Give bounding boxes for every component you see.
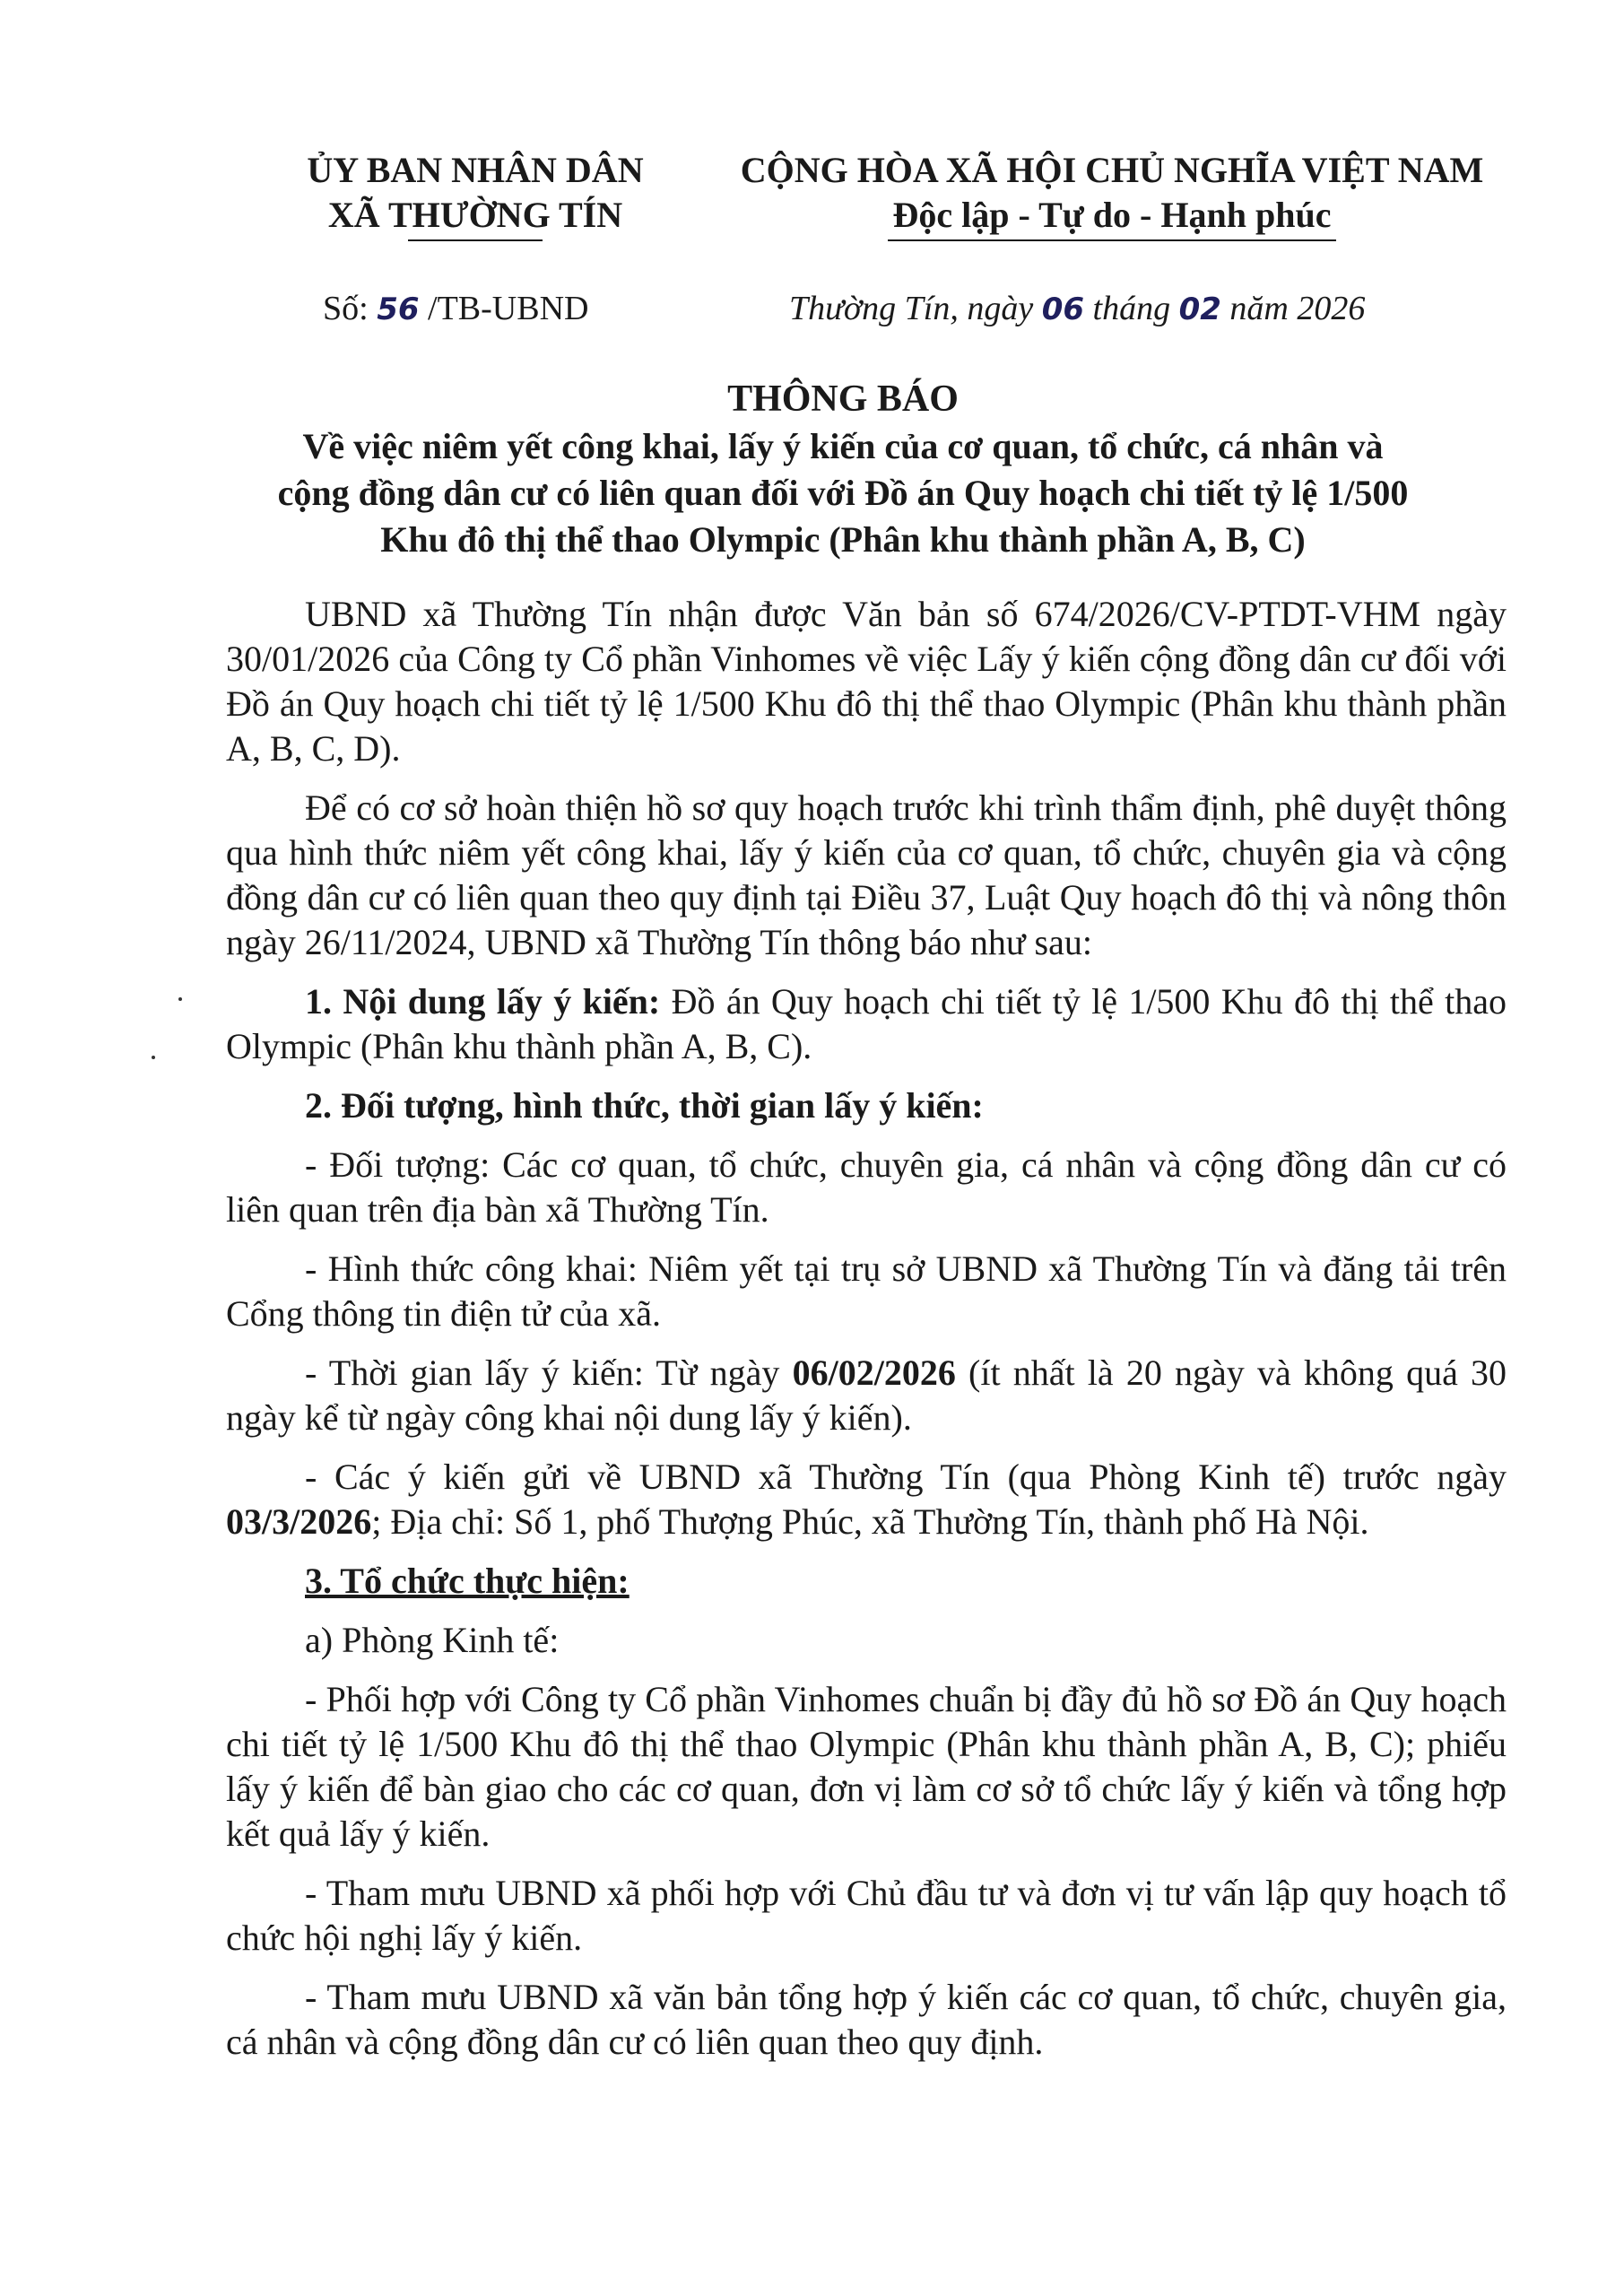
section-2-heading: 2. Đối tượng, hình thức, thời gian lấy ý kiến: — [305, 1085, 984, 1126]
national-motto — [717, 148, 1507, 241]
document-number — [323, 287, 588, 331]
section-3-a-item-3: - Tham mưu UBND xã văn bản tổng hợp ý kiến các cơ quan, tổ chức, chuyên gia, cá nhân và cộng đồng dân cư có liên quan theo quy định. — [226, 1977, 1507, 2062]
time-prefix: - Thời gian lấy ý kiến: Từ ngày — [305, 1352, 793, 1393]
paragraph-intro: UBND xã Thường Tín nhận được Văn bản số 674/2026/CV-PTDT-VHM ngày 30/01/2026 của Công ty Cổ phần Vinhomes về việc Lấy ý kiến cộng đồng dân cư đối với Đồ án Quy hoạch chi tiết tỷ lệ 1/500 Khu đô thị thể thao Olympic (Phân khu thành phần A, B, C, D). — [226, 594, 1507, 769]
section-1 — [226, 979, 1507, 1069]
issuing-authority — [269, 148, 682, 241]
deadline-suffix: ; Địa chỉ: Số 1, phố Thượng Phúc, xã Thường Tín, thành phố Hà Nội. — [371, 1501, 1369, 1542]
motto-underline — [888, 239, 1336, 241]
section-1-label: 1. Nội dung lấy ý kiến: — [305, 981, 661, 1022]
section-3-heading: 3. Tổ chức thực hiện: — [305, 1561, 630, 1601]
deadline-date: 03/3/2026 — [226, 1501, 372, 1542]
title-main: THÔNG BÁO — [727, 378, 959, 420]
date-month: 02 — [1178, 291, 1221, 327]
number-handwritten: 56 — [377, 291, 420, 327]
section-3-a-item-1: - Phối hợp với Công ty Cổ phần Vinhomes chuẩn bị đầy đủ hồ sơ Đồ án Quy hoạch chi tiết tỷ lệ 1/500 Khu đô thị thể thao Olympic (Phân khu thành phần A, B, C); phiếu lấy ý kiến để bàn giao cho các cơ quan, đơn vị làm cơ sở tổ chức lấy ý kiến và tổng hợp kết quả lấy ý kiến. — [226, 1679, 1507, 1854]
section-2-form: - Hình thức công khai: Niêm yết tại trụ sở UBND xã Thường Tín và đăng tải trên Cổng thông tin điện tử của xã. — [226, 1248, 1507, 1334]
authority-underline — [408, 239, 543, 241]
number-prefix: Số: — [323, 290, 369, 327]
motto-line-2: Độc lập - Tự do - Hạnh phúc — [892, 195, 1332, 235]
section-2-deadline — [226, 1455, 1507, 1544]
section-3-a: a) Phòng Kinh tế: — [305, 1620, 560, 1660]
section-3-label — [226, 1559, 1507, 1604]
title-line-2: cộng đồng dân cư có liên quan đối với Đồ án Quy hoạch chi tiết tỷ lệ 1/500 — [277, 473, 1409, 513]
section-2-time — [226, 1351, 1507, 1440]
date-month-label: tháng — [1092, 290, 1171, 327]
date-prefix: Thường Tín, ngày — [789, 290, 1034, 327]
date-year: năm 2026 — [1229, 290, 1366, 327]
time-start-date: 06/02/2026 — [792, 1352, 956, 1393]
document-body — [226, 592, 1507, 2079]
section-2-subjects: - Đối tượng: Các cơ quan, tổ chức, chuyên gia, cá nhân và cộng đồng dân cư có liên quan trên địa bàn xã Thường Tín. — [226, 1144, 1507, 1230]
title-line-3: Khu đô thị thể thao Olympic (Phân khu thành phần A, B, C) — [380, 519, 1306, 560]
authority-line-1: ỦY BAN NHÂN DÂN — [307, 150, 644, 190]
section-3-a-item-2: - Tham mưu UBND xã phối hợp với Chủ đầu tư và đơn vị tư vấn lập quy hoạch tổ chức hội nghị lấy ý kiến. — [226, 1873, 1507, 1958]
section-2-label — [226, 1083, 1507, 1128]
date-day: 06 — [1041, 291, 1085, 327]
motto-line-1: CỘNG HÒA XÃ HỘI CHỦ NGHĨA VIỆT NAM — [740, 150, 1484, 190]
paragraph-basis: Để có cơ sở hoàn thiện hồ sơ quy hoạch trước khi trình thẩm định, phê duyệt thông qua hình thức niêm yết công khai, lấy ý kiến của cơ quan, tổ chức, chuyên gia và cộng đồng dân cư có liên quan theo quy định tại Điều 37, Luật Quy hoạch đô thị và nông thôn ngày 26/11/2024, UBND xã Thường Tín thông báo như sau: — [226, 787, 1507, 962]
section-1-text: Đồ án Quy hoạch chi tiết tỷ lệ 1/500 Khu đô thị thể thao Olympic (Phân khu thành phần A, B, C). — [226, 981, 1507, 1066]
authority-line-2: XÃ THƯỜNG TÍN — [327, 195, 623, 235]
scan-speck — [178, 997, 182, 1001]
document-title — [179, 375, 1507, 563]
scan-speck — [152, 1056, 155, 1059]
deadline-prefix: - Các ý kiến gửi về UBND xã Thường Tín (qua Phòng Kinh tế) trước ngày — [305, 1457, 1507, 1497]
document-date — [789, 287, 1365, 331]
title-line-1: Về việc niêm yết công khai, lấy ý kiến của cơ quan, tổ chức, cá nhân và — [302, 426, 1384, 466]
time-suffix: (ít nhất là 20 ngày và không quá 30 ngày kể từ ngày công khai nội dung lấy ý kiến). — [226, 1352, 1507, 1438]
number-suffix: /TB-UBND — [428, 290, 589, 327]
